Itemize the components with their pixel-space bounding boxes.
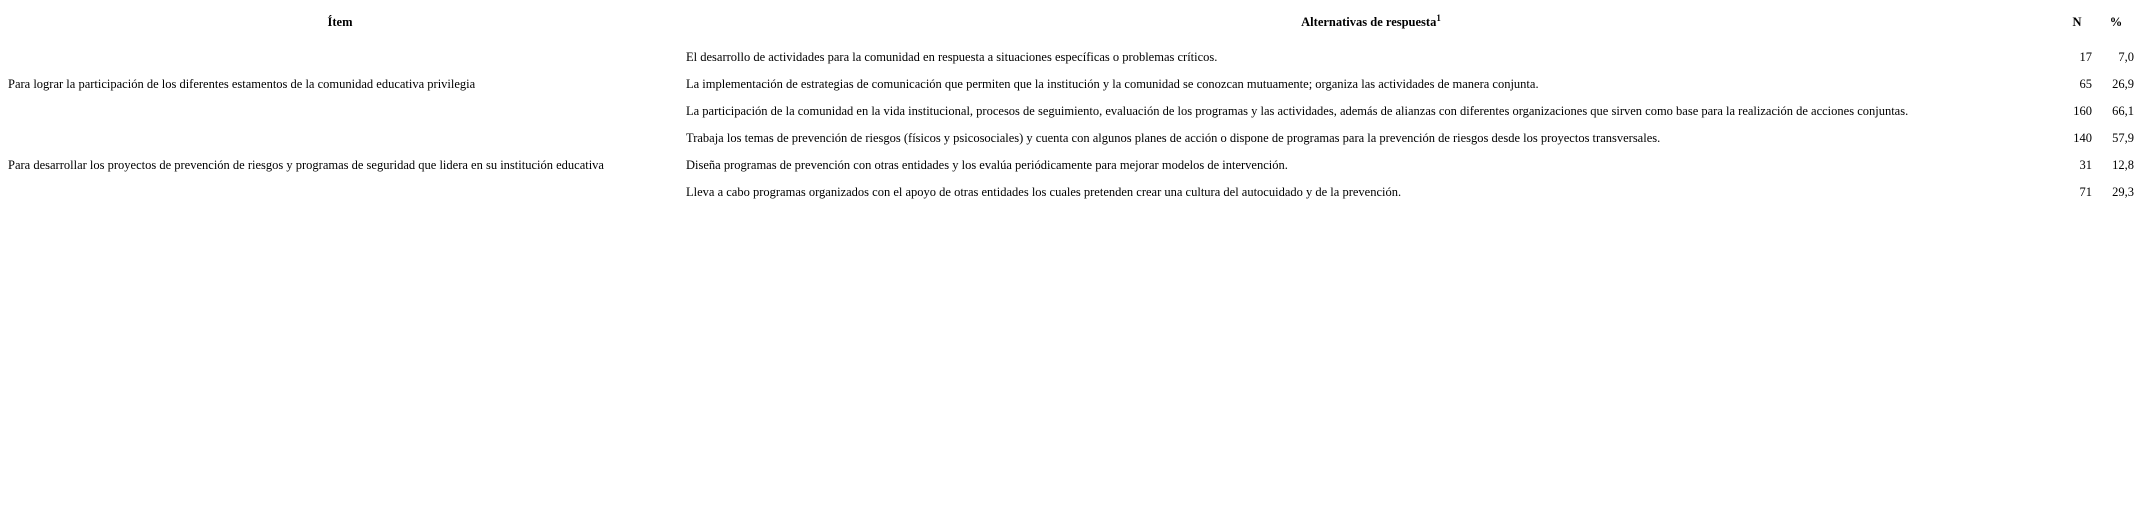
percent-cell: 12,8 xyxy=(2112,158,2134,172)
header-percent: % xyxy=(2109,14,2123,29)
percent-cell: 57,9 xyxy=(2112,131,2134,145)
alternative-cell: La implementación de estrategias de comunicación que permiten que la institución y la comunidad se conozcan mutuamente; organiza las actividades de manera conjunta. xyxy=(686,77,1539,91)
n-cell: 160 xyxy=(2073,104,2092,118)
n-cell: 31 xyxy=(2079,158,2092,172)
item-cell: Para lograr la participación de los diferentes estamentos de la comunidad educativa privilegia xyxy=(8,77,476,91)
alternative-cell: La participación de la comunidad en la vida institucional, procesos de seguimiento, evaluación de los programas y las actividades, además de alianzas con diferentes organizaciones que sirven como base para la realización de acciones conjuntas. xyxy=(686,104,1909,118)
n-cell: 140 xyxy=(2073,131,2092,145)
header-item: Ítem xyxy=(327,14,353,29)
header-row xyxy=(0,0,2138,44)
item-cell: Para desarrollar los proyectos de prevención de riesgos y programas de seguridad que lidera en su institución educativa xyxy=(8,158,604,172)
alternative-cell: El desarrollo de actividades para la comunidad en respuesta a situaciones específicas o problemas críticos. xyxy=(686,50,1218,64)
n-cell: 65 xyxy=(2079,77,2092,91)
percent-cell: 7,0 xyxy=(2118,50,2134,64)
header-n: N xyxy=(2072,14,2082,29)
alternative-cell: Trabaja los temas de prevención de riesgos (físicos y psicosociales) y cuenta con algunos planes de acción o dispone de programas para la prevención de riesgos desde los proyectos transversales. xyxy=(686,131,1661,145)
response-table xyxy=(0,0,2138,206)
alternative-cell: Lleva a cabo programas organizados con el apoyo de otras entidades los cuales pretenden crear una cultura del autocuidado y de la prevención. xyxy=(686,185,1402,199)
n-cell: 17 xyxy=(2079,50,2092,64)
alternative-cell: Diseña programas de prevención con otras entidades y los evalúa periódicamente para mejorar modelos de intervención. xyxy=(686,158,1288,172)
percent-cell: 66,1 xyxy=(2112,104,2134,118)
header-alternatives-label: Alternativas de respuesta xyxy=(1301,15,1437,30)
n-cell: 71 xyxy=(2079,185,2092,199)
percent-cell: 26,9 xyxy=(2112,77,2134,91)
table-row xyxy=(0,44,2138,71)
footnote-marker: 1 xyxy=(1436,13,1441,24)
percent-cell: 29,3 xyxy=(2112,185,2134,199)
header-alternatives xyxy=(683,0,2059,44)
table-row xyxy=(0,125,2138,152)
